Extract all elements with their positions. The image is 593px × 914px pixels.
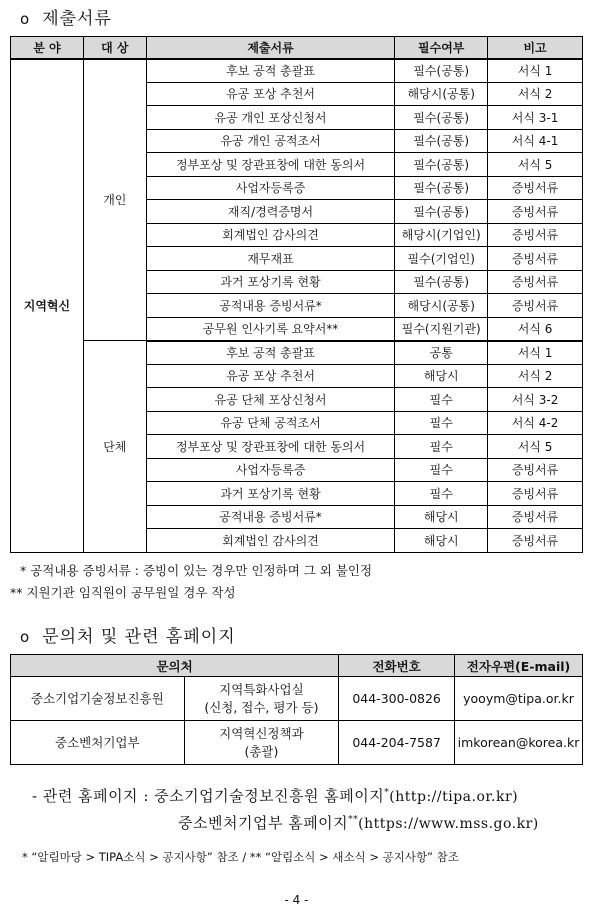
required-cell: 필수(공통) <box>395 106 488 130</box>
required-cell: 필수(공통) <box>395 59 488 83</box>
required-cell: 필수(공통) <box>395 200 488 224</box>
required-cell: 필수(지원기관) <box>395 317 488 341</box>
homepage-mss-link[interactable]: (https://www.mss.go.kr) <box>358 816 539 832</box>
document-cell: 재무재표 <box>146 247 395 271</box>
homepage-line-mss <box>178 812 539 833</box>
document-cell: 회계법인 감사의견 <box>146 529 395 553</box>
contact-org-cell: 중소기업기술정보진흥원 <box>11 677 185 721</box>
contact-header-org: 문의처 <box>11 655 339 677</box>
header-target: 대 상 <box>83 37 146 59</box>
header-documents: 제출서류 <box>146 37 395 59</box>
contact-row <box>11 677 583 721</box>
required-cell: 공통 <box>395 341 488 365</box>
header-required: 필수여부 <box>395 37 488 59</box>
contact-email-cell[interactable]: yooym@tipa.or.kr <box>455 677 583 721</box>
section-bullet: o <box>20 628 31 646</box>
required-cell: 해당시 <box>395 505 488 529</box>
required-cell: 해당시(공통) <box>395 82 488 106</box>
required-cell: 필수 <box>395 458 488 482</box>
section-title-documents <box>20 4 112 29</box>
document-cell: 정부포상 및 장관표창에 대한 동의서 <box>146 153 395 177</box>
required-cell: 필수 <box>395 411 488 435</box>
document-cell: 사업자등록증 <box>146 176 395 200</box>
remark-cell: 증빙서류 <box>488 247 583 271</box>
required-cell: 해당시(기업인) <box>395 223 488 247</box>
header-remarks: 비고 <box>488 37 583 59</box>
required-cell: 필수 <box>395 435 488 459</box>
remark-cell: 서식 2 <box>488 364 583 388</box>
remark-cell: 서식 1 <box>488 341 583 365</box>
remark-cell: 서식 3-2 <box>488 388 583 412</box>
section-title-text: 문의처 및 관련 홈페이지 <box>42 627 236 647</box>
contact-dept-cell: 지역혁신정책과 (총괄) <box>184 721 339 765</box>
document-cell: 사업자등록증 <box>146 458 395 482</box>
remark-cell: 증빙서류 <box>488 458 583 482</box>
contact-phone-cell: 044-300-0826 <box>339 677 455 721</box>
document-cell: 유공 포상 추천서 <box>146 82 395 106</box>
footnote-mark: * <box>384 788 390 798</box>
document-cell: 후보 공적 총괄표 <box>146 341 395 365</box>
target-cell: 개인 <box>83 59 146 341</box>
remark-cell: 증빙서류 <box>488 505 583 529</box>
remark-cell: 증빙서류 <box>488 223 583 247</box>
remark-cell: 증빙서류 <box>488 270 583 294</box>
header-area: 분 야 <box>11 37 84 59</box>
document-cell: 유공 포상 추천서 <box>146 364 395 388</box>
page-number: - 4 - <box>284 893 309 907</box>
remark-cell: 서식 4-2 <box>488 411 583 435</box>
contact-email-cell[interactable]: imkorean@korea.kr <box>455 721 583 765</box>
document-cell: 공적내용 증빙서류* <box>146 294 395 318</box>
required-cell: 필수 <box>395 388 488 412</box>
homepage-tipa-link[interactable]: (http://tipa.or.kr) <box>389 789 519 805</box>
document-cell: 공무원 인사기록 요약서** <box>146 317 395 341</box>
remark-cell: 서식 5 <box>488 435 583 459</box>
contact-table <box>10 654 583 765</box>
document-cell: 유공 개인 포상신청서 <box>146 106 395 130</box>
note-evidence: * 공적내용 증빙서류 : 증빙이 있는 경우만 인정하며 그 외 불인정 <box>20 563 373 578</box>
document-cell: 정부포상 및 장관표창에 대한 동의서 <box>146 435 395 459</box>
required-cell: 해당시 <box>395 529 488 553</box>
remark-cell: 증빙서류 <box>488 176 583 200</box>
document-cell: 유공 단체 포상신청서 <box>146 388 395 412</box>
document-cell: 과거 포상기록 현황 <box>146 482 395 506</box>
table-row <box>11 341 583 365</box>
note-official: ** 지원기관 임직원이 공무원일 경우 작성 <box>10 585 236 600</box>
required-cell: 필수(기업인) <box>395 247 488 271</box>
homepage-mss-label: 중소벤처기업부 홈페이지 <box>178 814 349 832</box>
target-cell: 단체 <box>83 341 146 553</box>
document-cell: 과거 포상기록 현황 <box>146 270 395 294</box>
contact-header-row <box>11 655 583 677</box>
required-cell: 필수(공통) <box>395 176 488 200</box>
table-header-row <box>11 37 583 59</box>
homepage-tipa-label: - 관련 홈페이지 : 중소기업기술정보진흥원 홈페이지 <box>32 787 385 805</box>
reference-note: * “알림마당 > TIPA소식 > 공지사항” 참조 / ** “알림소식 > 새소식 > 공지사항” 참조 <box>22 850 459 864</box>
required-cell: 필수(공통) <box>395 270 488 294</box>
remark-cell: 서식 1 <box>488 59 583 83</box>
document-cell: 후보 공적 총괄표 <box>146 59 395 83</box>
remark-cell: 증빙서류 <box>488 294 583 318</box>
required-cell: 필수(공통) <box>395 129 488 153</box>
remark-cell: 증빙서류 <box>488 529 583 553</box>
footnote-mark: ** <box>348 815 359 825</box>
document-cell: 유공 단체 공적조서 <box>146 411 395 435</box>
remark-cell: 증빙서류 <box>488 200 583 224</box>
document-cell: 재직/경력증명서 <box>146 200 395 224</box>
remark-cell: 서식 2 <box>488 82 583 106</box>
contact-dept-cell: 지역특화사업실 (신청, 접수, 평가 등) <box>184 677 339 721</box>
document-cell: 회계법인 감사의견 <box>146 223 395 247</box>
contact-row <box>11 721 583 765</box>
section-bullet: o <box>20 10 31 28</box>
required-cell: 필수 <box>395 482 488 506</box>
area-cell: 지역혁신 <box>11 59 84 553</box>
remark-cell: 증빙서류 <box>488 482 583 506</box>
remark-cell: 서식 6 <box>488 317 583 341</box>
contact-header-phone: 전화번호 <box>339 655 455 677</box>
document-cell: 유공 개인 공적조서 <box>146 129 395 153</box>
remark-cell: 서식 4-1 <box>488 129 583 153</box>
table-notes <box>10 560 372 604</box>
contact-phone-cell: 044-204-7587 <box>339 721 455 765</box>
required-cell: 필수(공통) <box>395 153 488 177</box>
table-row <box>11 59 583 83</box>
section-title-text: 제출서류 <box>42 9 112 29</box>
remark-cell: 서식 5 <box>488 153 583 177</box>
section-title-contacts <box>20 622 236 647</box>
required-cell: 해당시 <box>395 364 488 388</box>
remark-cell: 서식 3-1 <box>488 106 583 130</box>
homepage-line-tipa <box>32 785 518 806</box>
contact-org-cell: 중소벤처기업부 <box>11 721 185 765</box>
document-cell: 공적내용 증빙서류* <box>146 505 395 529</box>
documents-table <box>10 36 583 553</box>
contact-header-email: 전자우편(E-mail) <box>455 655 583 677</box>
required-cell: 해당시(공통) <box>395 294 488 318</box>
